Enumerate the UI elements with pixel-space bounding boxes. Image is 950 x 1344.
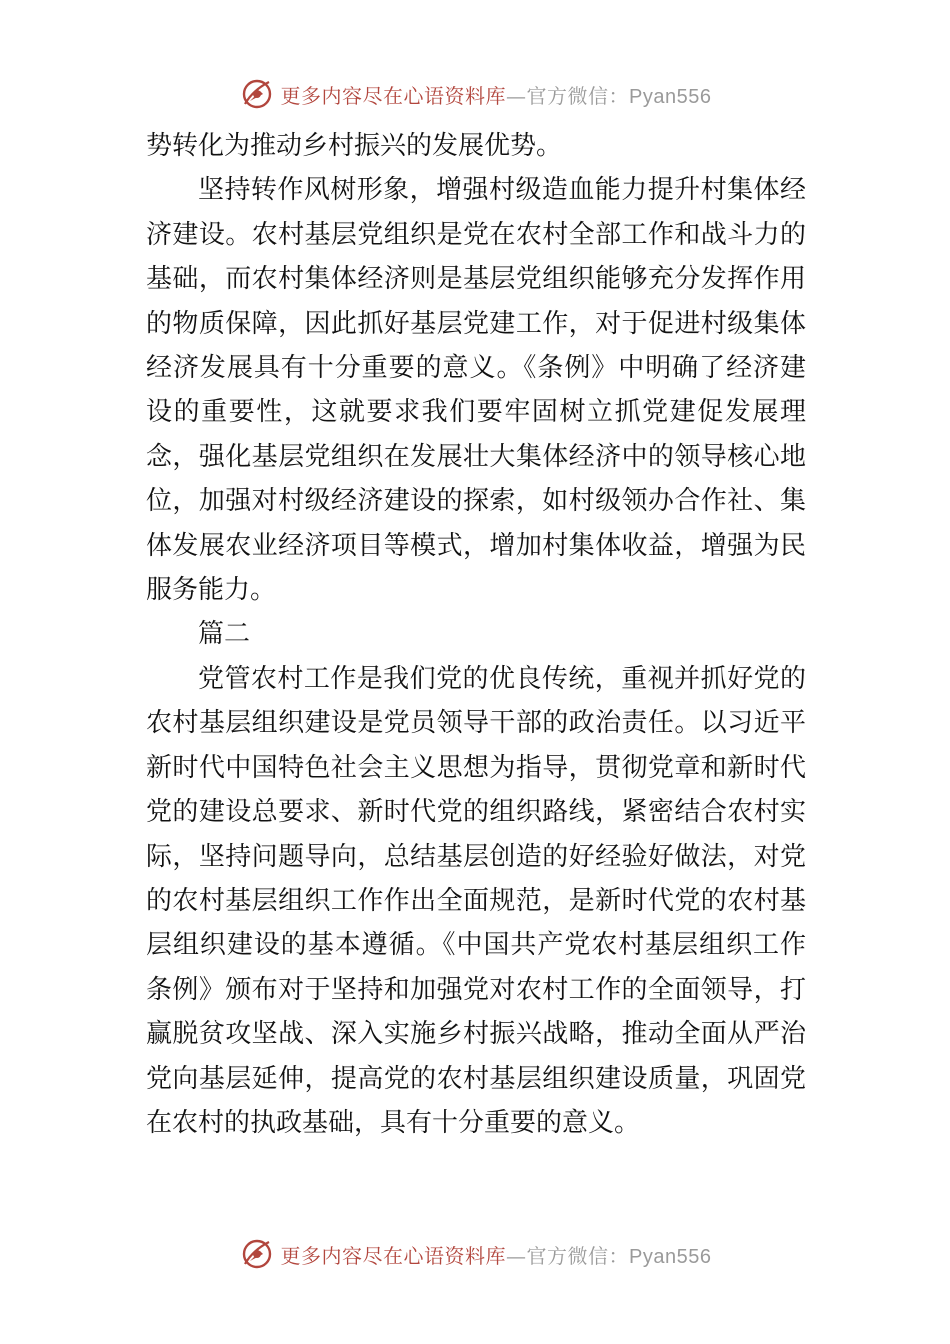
header-text: [281, 80, 712, 109]
paragraph: 坚持转作风树形象，增强村级造血能力提升村集体经济建设。农村基层党组织是党在农村全部工作和战斗力的基础，而农村集体经济则是基层党组织能够充分发挥作用的物质保障，因此抓好基层党建工作，对于促进村级集体经济发展具有十分重要的意义。《条例》中明确了经济建设的重要性，这就要求我们要牢固树立抓党建促发展理念，强化基层党组织在发展壮大集体经济中的领导核心地位，加强对村级经济建设的探索，如村级领办合作社、集体发展农业经济项目等模式，增加村集体收益，增强为民服务能力。: [146, 175, 806, 606]
footer-banner: [0, 1232, 950, 1276]
document-body: [146, 124, 806, 1145]
brand-logo-icon: [239, 1236, 275, 1272]
brand-logo-icon: [239, 76, 275, 112]
header-banner: [0, 72, 950, 116]
header-wechat-id: Pyan556: [629, 85, 712, 108]
section-heading: 篇二: [198, 619, 251, 650]
footer-brand-text: 更多内容尽在心语资料库: [280, 1243, 507, 1268]
paragraph-continuation: 势转化为推动乡村振兴的发展优势。: [146, 131, 563, 161]
footer-separator: —: [506, 1243, 527, 1268]
footer-text: [281, 1240, 712, 1269]
header-brand-text: 更多内容尽在心语资料库: [280, 83, 507, 108]
paragraph: 党管农村工作是我们党的优良传统，重视并抓好党的农村基层组织建设是党员领导干部的政治责任。以习近平新时代中国特色社会主义思想为指导，贯彻党章和新时代党的建设总要求、新时代党的组织路线，紧密结合农村实际，坚持问题导向，总结基层创造的好经验好做法，对党的农村基层组织工作作出全面规范，是新时代党的农村基层组织建设的基本遵循。《中国共产党农村基层组织工作条例》颁布对于坚持和加强党对农村工作的全面领导，打赢脱贫攻坚战、深入实施乡村振兴战略，推动全面从严治党向基层延伸，提高党的农村基层组织建设质量，巩固党在农村的执政基础，具有十分重要的意义。: [146, 663, 806, 1138]
header-wechat-label: 官方微信：: [526, 83, 630, 108]
footer-wechat-id: Pyan556: [629, 1245, 712, 1268]
footer-wechat-label: 官方微信：: [526, 1243, 630, 1268]
header-separator: —: [506, 83, 527, 108]
